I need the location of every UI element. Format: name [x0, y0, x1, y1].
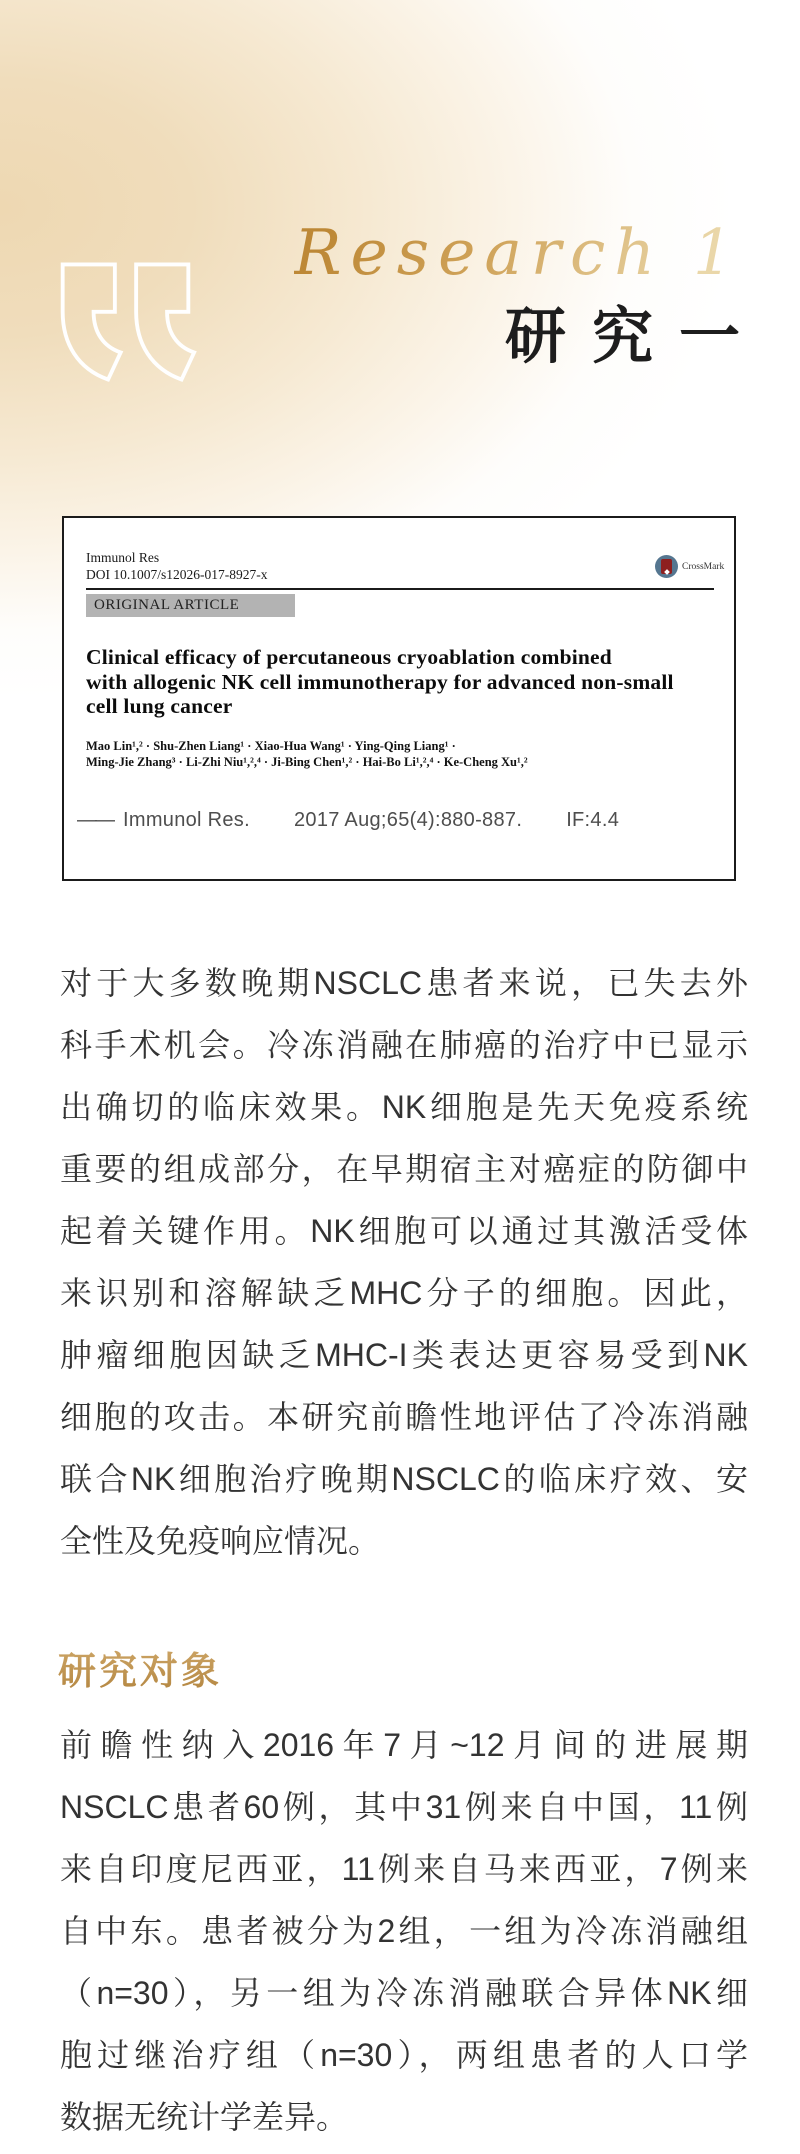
- subjects-line: （n=30），另一组为冷冻消融联合异体NK细: [60, 1975, 748, 2011]
- research-script-title: Research 1: [294, 216, 742, 289]
- intro-line: 细胞的攻击。本研究前瞻性地评估了冷冻消融: [60, 1399, 748, 1435]
- intro-line: 科手术机会。冷冻消融在肺癌的治疗中已显示: [60, 1027, 748, 1063]
- card-divider: [86, 588, 714, 590]
- citation-dash: ——: [77, 809, 113, 831]
- subjects-line: 来自印度尼西亚，11例来自马来西亚，7例来: [60, 1851, 748, 1887]
- intro-line: 起着关键作用。NK细胞可以通过其激活受体: [60, 1213, 748, 1249]
- citation-line: [77, 809, 619, 832]
- journal-info: [86, 549, 268, 583]
- intro-line: 联合NK细胞治疗晚期NSCLC的临床疗效、安: [60, 1461, 748, 1497]
- intro-line: 对于大多数晚期NSCLC患者来说，已失去外: [60, 965, 748, 1001]
- crossmark-icon: [655, 555, 678, 578]
- paper-authors: [86, 738, 706, 770]
- intro-line: 全性及免疫响应情况。: [60, 1523, 381, 1559]
- paper-title: [86, 645, 706, 719]
- subjects-line: NSCLC患者60例，其中31例来自中国，11例: [60, 1789, 748, 1825]
- citation-journal: Immunol Res.: [123, 809, 250, 831]
- crossmark-label: CrossMark: [682, 561, 725, 572]
- intro-line: 肿瘤细胞因缺乏MHC-I类表达更容易受到NK: [60, 1337, 748, 1373]
- intro-line: 出确切的临床效果。NK细胞是先天免疫系统: [60, 1089, 748, 1125]
- paper-title-line: Clinical efficacy of percutaneous cryoablation combined: [86, 645, 612, 669]
- double-quote-icon: [53, 261, 198, 383]
- section-cn-title: 研究一: [504, 304, 766, 371]
- journal-name: Immunol Res: [86, 550, 160, 565]
- journal-doi: DOI 10.1007/s12026-017-8927-x: [86, 567, 268, 582]
- subjects-line: 数据无统计学差异。: [60, 2099, 349, 2135]
- paper-authors-line: Mao Lin¹,² · Shu-Zhen Liang¹ · Xiao-Hua Wang¹ · Ying-Qing Liang¹ ·: [86, 739, 456, 753]
- paper-title-line: cell lung cancer: [86, 694, 233, 718]
- crossmark-badge: [655, 555, 724, 578]
- paper-citation-card[interactable]: [62, 516, 736, 881]
- article-type-box: [86, 594, 295, 617]
- paper-authors-line: Ming-Jie Zhang³ · Li-Zhi Niu¹,²,⁴ · Ji-Bing Chen¹,² · Hai-Bo Li¹,²,⁴ · Ke-Cheng Xu¹,²: [86, 755, 528, 769]
- study-subjects-paragraph: [60, 1714, 748, 2148]
- article-type-label: ORIGINAL ARTICLE: [94, 597, 240, 613]
- citation-issue: 2017 Aug;65(4):880-887.: [293, 809, 523, 831]
- intro-line: 重要的组成部分，在早期宿主对癌症的防御中: [60, 1151, 748, 1187]
- paper-title-line: with allogenic NK cell immunotherapy for advanced non-small: [86, 669, 674, 694]
- citation-impact-factor: IF:4.4: [566, 809, 620, 831]
- section-heading-study-subjects: 研究对象: [58, 1640, 222, 1695]
- intro-line: 来识别和溶解缺乏MHC分子的细胞。因此，: [60, 1275, 748, 1311]
- subjects-line: 前瞻性纳入2016年7月~12月间的进展期: [60, 1727, 748, 1763]
- intro-paragraph: [60, 952, 748, 1572]
- subjects-line: 胞过继治疗组（n=30），两组患者的人口学: [60, 2037, 748, 2073]
- subjects-line: 自中东。患者被分为2组，一组为冷冻消融组: [60, 1913, 748, 1949]
